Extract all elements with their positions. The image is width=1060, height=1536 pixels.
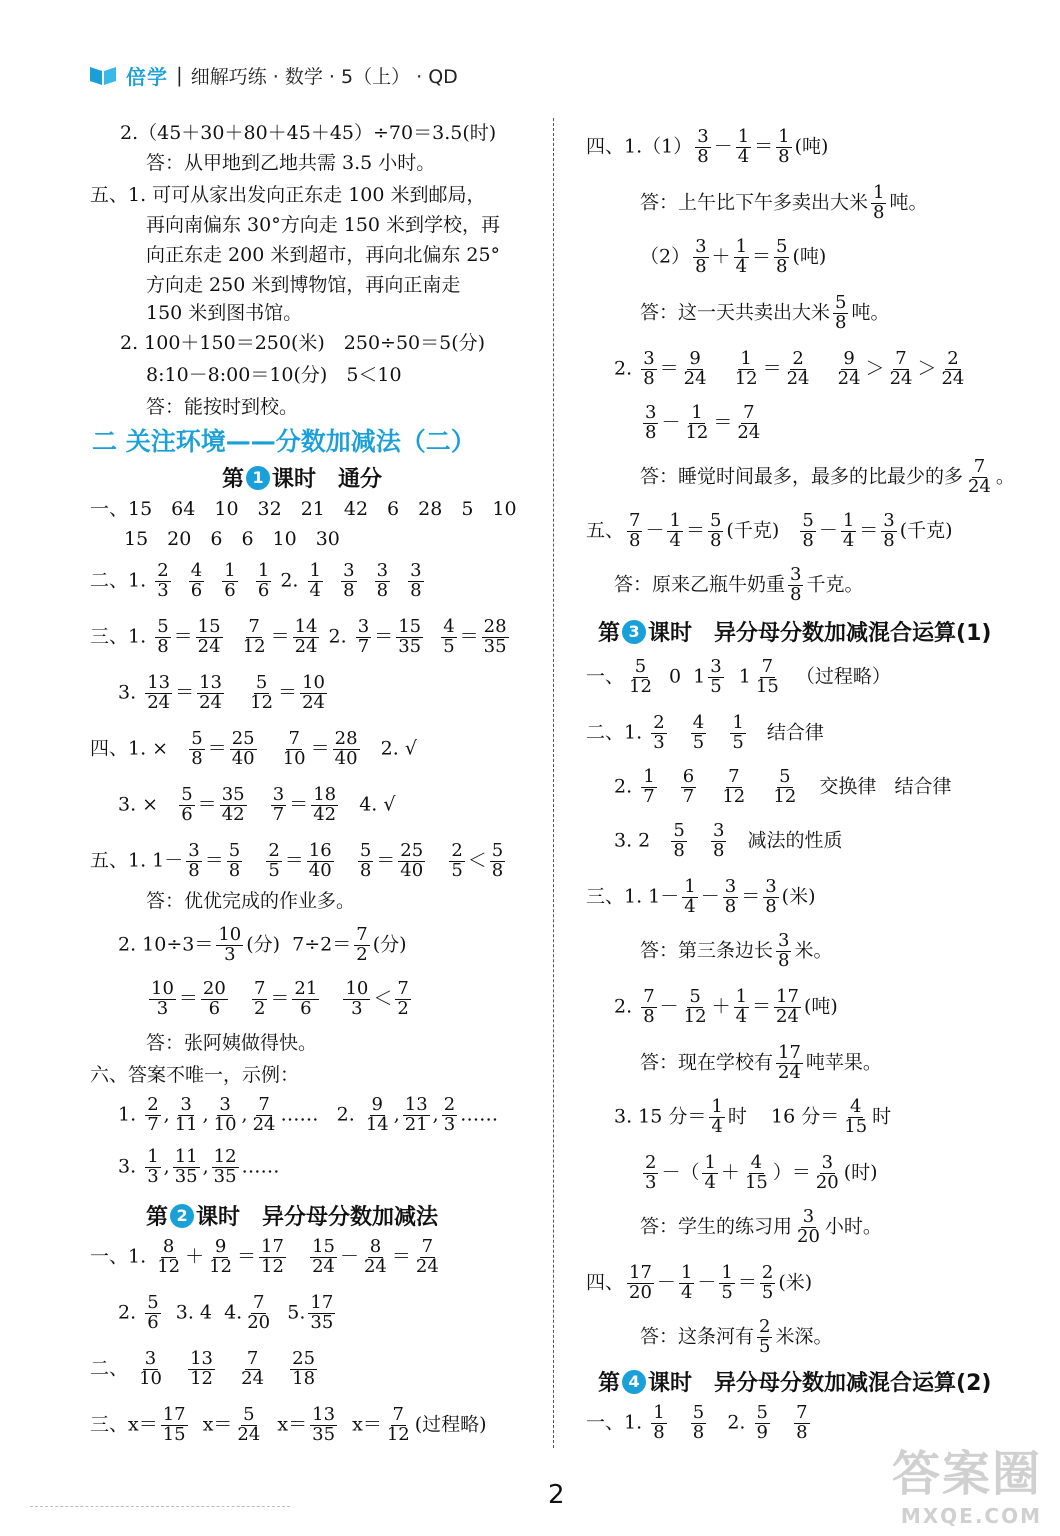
brand-name: 倍学 (126, 64, 168, 89)
answer-line: 答：睡觉时间最多，最多的比最少的多 $\frac{7}{24}$ 。 (640, 456, 1015, 497)
section-title: 二 关注环境——分数加减法（二） (92, 427, 476, 456)
lesson-number-badge: 1 (246, 466, 270, 490)
answer-line: 一、1. $\frac{1}{8}$ $\frac{5}{8}$ 2. $\frac{5}{9}$ $\frac{7}{8}$ (586, 1402, 808, 1443)
answer-line: 答：张阿姨做得快。 (146, 1032, 318, 1054)
answer-line: 六、答案不唯一，示例： (90, 1064, 300, 1086)
lesson-number-badge: 4 (622, 1370, 646, 1394)
header-separator: | (176, 63, 183, 87)
answer-line: 8:10－8:00＝10(分) 5＜10 (146, 364, 402, 386)
answer-line: 3. $\frac{1}{3}$ , $\frac{11}{35}$ , $\frac{12}{35}$ …… (118, 1146, 280, 1187)
answer-line: $\frac{3}{8}$ － $\frac{1}{12}$ ＝ $\frac{7}{24}$ (645, 402, 761, 443)
lesson-heading (146, 1200, 438, 1231)
lesson-heading (598, 1366, 991, 1397)
lesson-title: 课时 通分 (272, 467, 383, 492)
answer-line: 2.（45＋30＋80＋45＋45）÷70＝3.5(时) (120, 122, 497, 144)
answer-line: 再向南偏东 30°方向走 150 米到学校，再 (146, 214, 501, 236)
lesson-number-badge: 2 (170, 1204, 194, 1228)
lesson-title: 课时 异分母分数加减混合运算(2) (648, 1371, 992, 1396)
answer-line: 2. $\frac{5}{6}$ 3. 4 4. $\frac{7}{20}$ 5. $\frac{17}{35}$ (118, 1292, 334, 1333)
lesson-heading (222, 462, 382, 493)
footer-line (30, 1506, 290, 1507)
answer-line: 2. 100＋150＝250(米) 250÷50＝5(分) (120, 332, 486, 354)
lesson-number-badge: 3 (622, 620, 646, 644)
answer-line: 方向走 250 米到博物馆，再向正南走 (146, 274, 461, 296)
answer-line: 2. $\frac{7}{8}$ － $\frac{5}{12}$ ＋ $\frac{1}{4}$ ＝ $\frac{17}{24}$ (吨) (614, 986, 838, 1027)
answer-line: 答：第三条边长 $\frac{3}{8}$ 米。 (640, 930, 833, 971)
lesson-prefix: 第 (598, 1371, 621, 1396)
answer-line: 3. 15 分＝ $\frac{1}{4}$ 时 16 分＝ $\frac{4}{15}$ 时 (614, 1096, 892, 1137)
page-number: 2 (548, 1480, 565, 1510)
answer-line: 四、1.（1） $\frac{3}{8}$ － $\frac{1}{4}$ ＝ $\frac{1}{8}$ (吨) (586, 126, 829, 167)
answer-line: 三、1. 1－ $\frac{1}{4}$ － $\frac{3}{8}$ ＝ $\frac{3}{8}$ (米) (586, 876, 816, 917)
column-divider (553, 118, 554, 1448)
answer-line: $\frac{2}{3}$ －（ $\frac{1}{4}$ ＋ $\frac{4}{15}$ ）＝ $\frac{3}{20}$ (时) (645, 1152, 878, 1193)
answer-line: 答：现在学校有 $\frac{17}{24}$ 吨苹果。 (640, 1042, 882, 1083)
answer-line: 二、1. $\frac{2}{3}$ $\frac{4}{5}$ $\frac{1}{5}$ 结合律 (586, 712, 824, 753)
answer-line: 2. $\frac{3}{8}$ ＝ $\frac{9}{24}$ $\frac{1}{12}$ ＝ $\frac{2}{24}$ $\frac{9}{24}$ ＞ $\frac{7}{24}$ ＞ $\frac{2}{24}$ (614, 348, 965, 389)
answer-line: 二、1. $\frac{2}{3}$ $\frac{4}{6}$ $\frac{1}{6}$ $\frac{1}{6}$ 2. $\frac{1}{4}$ $\frac{3}{8}$ $\frac{3}{8}$ $\frac{3}{8}$ (90, 560, 422, 601)
answer-line: 15 20 6 6 10 30 (124, 528, 340, 550)
answer-line: 答：上午比下午多卖出大米 $\frac{1}{8}$ 吨。 (640, 182, 928, 223)
answer-line: 答：能按时到校。 (146, 396, 299, 418)
lesson-heading (598, 616, 991, 647)
answer-line: 1. $\frac{2}{7}$ , $\frac{3}{11}$ , $\frac{3}{10}$ , $\frac{7}{24}$ …… 2. $\frac{9}{14}$ , $\frac{13}{21}$ , $\frac{2}{3}$ …… (118, 1094, 499, 1135)
answer-line: 3. $\frac{13}{24}$ ＝ $\frac{13}{24}$ $\frac{5}{12}$ ＝ $\frac{10}{24}$ (118, 672, 325, 713)
answer-line: 一、1. $\frac{8}{12}$ ＋ $\frac{9}{12}$ ＝ $\frac{17}{12}$ $\frac{15}{24}$ － $\frac{8}{24}$ ＝ $\frac{7}{24}$ (90, 1236, 439, 1277)
lesson-prefix: 第 (146, 1205, 169, 1230)
lesson-title: 课时 异分母分数加减法 (196, 1205, 439, 1230)
answer-line: （2） $\frac{3}{8}$ ＋ $\frac{1}{4}$ ＝ $\frac{5}{8}$ (吨) (640, 236, 827, 277)
answer-line: 一、15 64 10 32 21 42 6 28 5 10 (90, 498, 517, 520)
answer-line: 四、1. × $\frac{5}{8}$ ＝ $\frac{25}{40}$ $\frac{7}{10}$ ＝ $\frac{28}{40}$ 2. √ (90, 728, 417, 769)
answer-line: 向正东走 200 米到超市，再向北偏东 25° (146, 244, 501, 266)
answer-line: 答：这条河有 $\frac{2}{5}$ 米深。 (640, 1316, 833, 1357)
lesson-title: 课时 异分母分数加减混合运算(1) (648, 621, 992, 646)
answer-line: 3. × $\frac{5}{6}$ ＝ $\frac{35}{42}$ $\frac{3}{7}$ ＝ $\frac{18}{42}$ 4. √ (118, 784, 396, 825)
watermark (892, 1435, 1042, 1528)
answer-line: 150 米到图书馆。 (146, 302, 303, 324)
watermark-url: MXQE.COM (900, 1504, 1042, 1528)
page-header (88, 58, 458, 92)
answer-line: 三、1. $\frac{5}{8}$ ＝ $\frac{15}{24}$ $\frac{7}{12}$ ＝ $\frac{14}{24}$ 2. $\frac{3}{7}$ ＝ $\frac{15}{35}$ $\frac{4}{5}$ ＝ $\frac{28}{35}$ (90, 616, 507, 657)
answer-line: 答：这一天共卖出大米 $\frac{5}{8}$ 吨。 (640, 292, 890, 333)
book-logo-icon (88, 63, 118, 87)
watermark-text: 答案圈 (891, 1446, 1042, 1502)
answer-line: 答：原来乙瓶牛奶重 $\frac{3}{8}$ 千克。 (614, 564, 864, 605)
answer-line: 五、1. 1－ $\frac{3}{8}$ ＝ $\frac{5}{8}$ $\frac{2}{5}$ ＝ $\frac{16}{40}$ $\frac{5}{8}$ ＝ $\frac{25}{40}$ $\frac{2}{5}$ ＜ $\frac{5}{8}$ (90, 840, 504, 881)
answer-line: $\frac{10}{3}$ ＝ $\frac{20}{6}$ $\frac{7}{2}$ ＝ $\frac{21}{6}$ $\frac{10}{3}$ ＜ $\frac{7}{2}$ (151, 978, 409, 1019)
answer-line: 答：从甲地到乙地共需 3.5 小时。 (146, 152, 436, 174)
answer-line: 一、 $\frac{5}{12}$ 0 1 $\frac{3}{5}$ 1 $\frac{7}{15}$ （过程略） (586, 656, 891, 697)
answer-line: 二、 $\frac{3}{10}$ $\frac{13}{12}$ $\frac{7}{24}$ $\frac{25}{18}$ (90, 1348, 316, 1389)
answer-line: 2. 10÷3＝ $\frac{10}{3}$ (分) 7÷2＝ $\frac{7}{2}$ (分) (118, 924, 407, 965)
answer-line: 三、x＝ $\frac{17}{15}$ x＝ $\frac{5}{24}$ x＝ $\frac{13}{35}$ x＝ $\frac{7}{12}$ (过程略) (90, 1404, 487, 1445)
answer-line: 五、1. 可可从家出发向正东走 100 米到邮局， (90, 184, 486, 206)
lesson-prefix: 第 (598, 621, 621, 646)
book-title: 细解巧练 · 数学 · 5（上） · QD (190, 65, 458, 88)
answer-line: 2. $\frac{1}{7}$ $\frac{6}{7}$ $\frac{7}{12}$ $\frac{5}{12}$ 交换律 结合律 (614, 766, 952, 807)
answer-line: 答：学生的练习用 $\frac{3}{20}$ 小时。 (640, 1206, 882, 1247)
answer-line: 3. 2 $\frac{5}{8}$ $\frac{3}{8}$ 减法的性质 (614, 820, 843, 861)
lesson-prefix: 第 (222, 467, 245, 492)
answer-line: 答：优优完成的作业多。 (146, 890, 356, 912)
answer-line: 五、 $\frac{7}{8}$ － $\frac{1}{4}$ ＝ $\frac{5}{8}$ (千克) $\frac{5}{8}$ － $\frac{1}{4}$ ＝ $\frac{3}{8}$ (千克) (586, 510, 953, 551)
answer-line: 四、 $\frac{17}{20}$ － $\frac{1}{4}$ － $\frac{1}{5}$ ＝ $\frac{2}{5}$ (米) (586, 1262, 813, 1303)
